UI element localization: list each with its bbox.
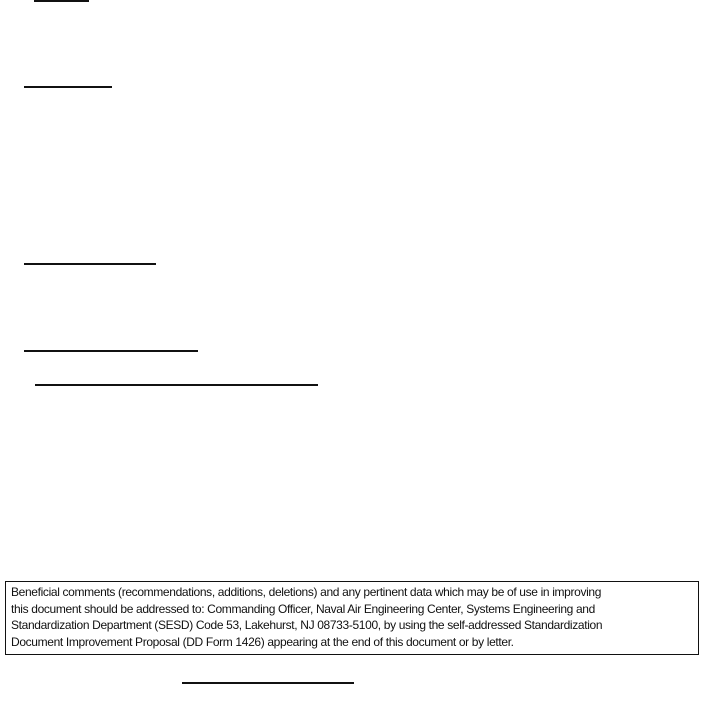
signature-rule-4 <box>24 350 198 352</box>
notice-line-1: Beneficial comments (recommendations, additions, deletions) and any pertinent data which may be of use in improving <box>11 585 602 599</box>
notice-line-3: Standardization Department (SESD) Code 53, Lakehurst, NJ 08733-5100, by using the self-addressed Standardization <box>11 618 603 632</box>
signature-rule-2 <box>24 86 112 88</box>
bottom-rule <box>182 682 354 684</box>
signature-rule-1 <box>34 0 89 2</box>
notice-line-2: this document should be addressed to: Commanding Officer, Naval Air Engineering Center, Systems Engineering and <box>11 601 595 616</box>
notice-line-4: Document Improvement Proposal (DD Form 1426) appearing at the end of this document or by letter. <box>11 634 514 649</box>
comments-notice-box <box>5 581 699 655</box>
signature-rule-3 <box>24 263 156 265</box>
signature-rule-5 <box>35 384 318 386</box>
